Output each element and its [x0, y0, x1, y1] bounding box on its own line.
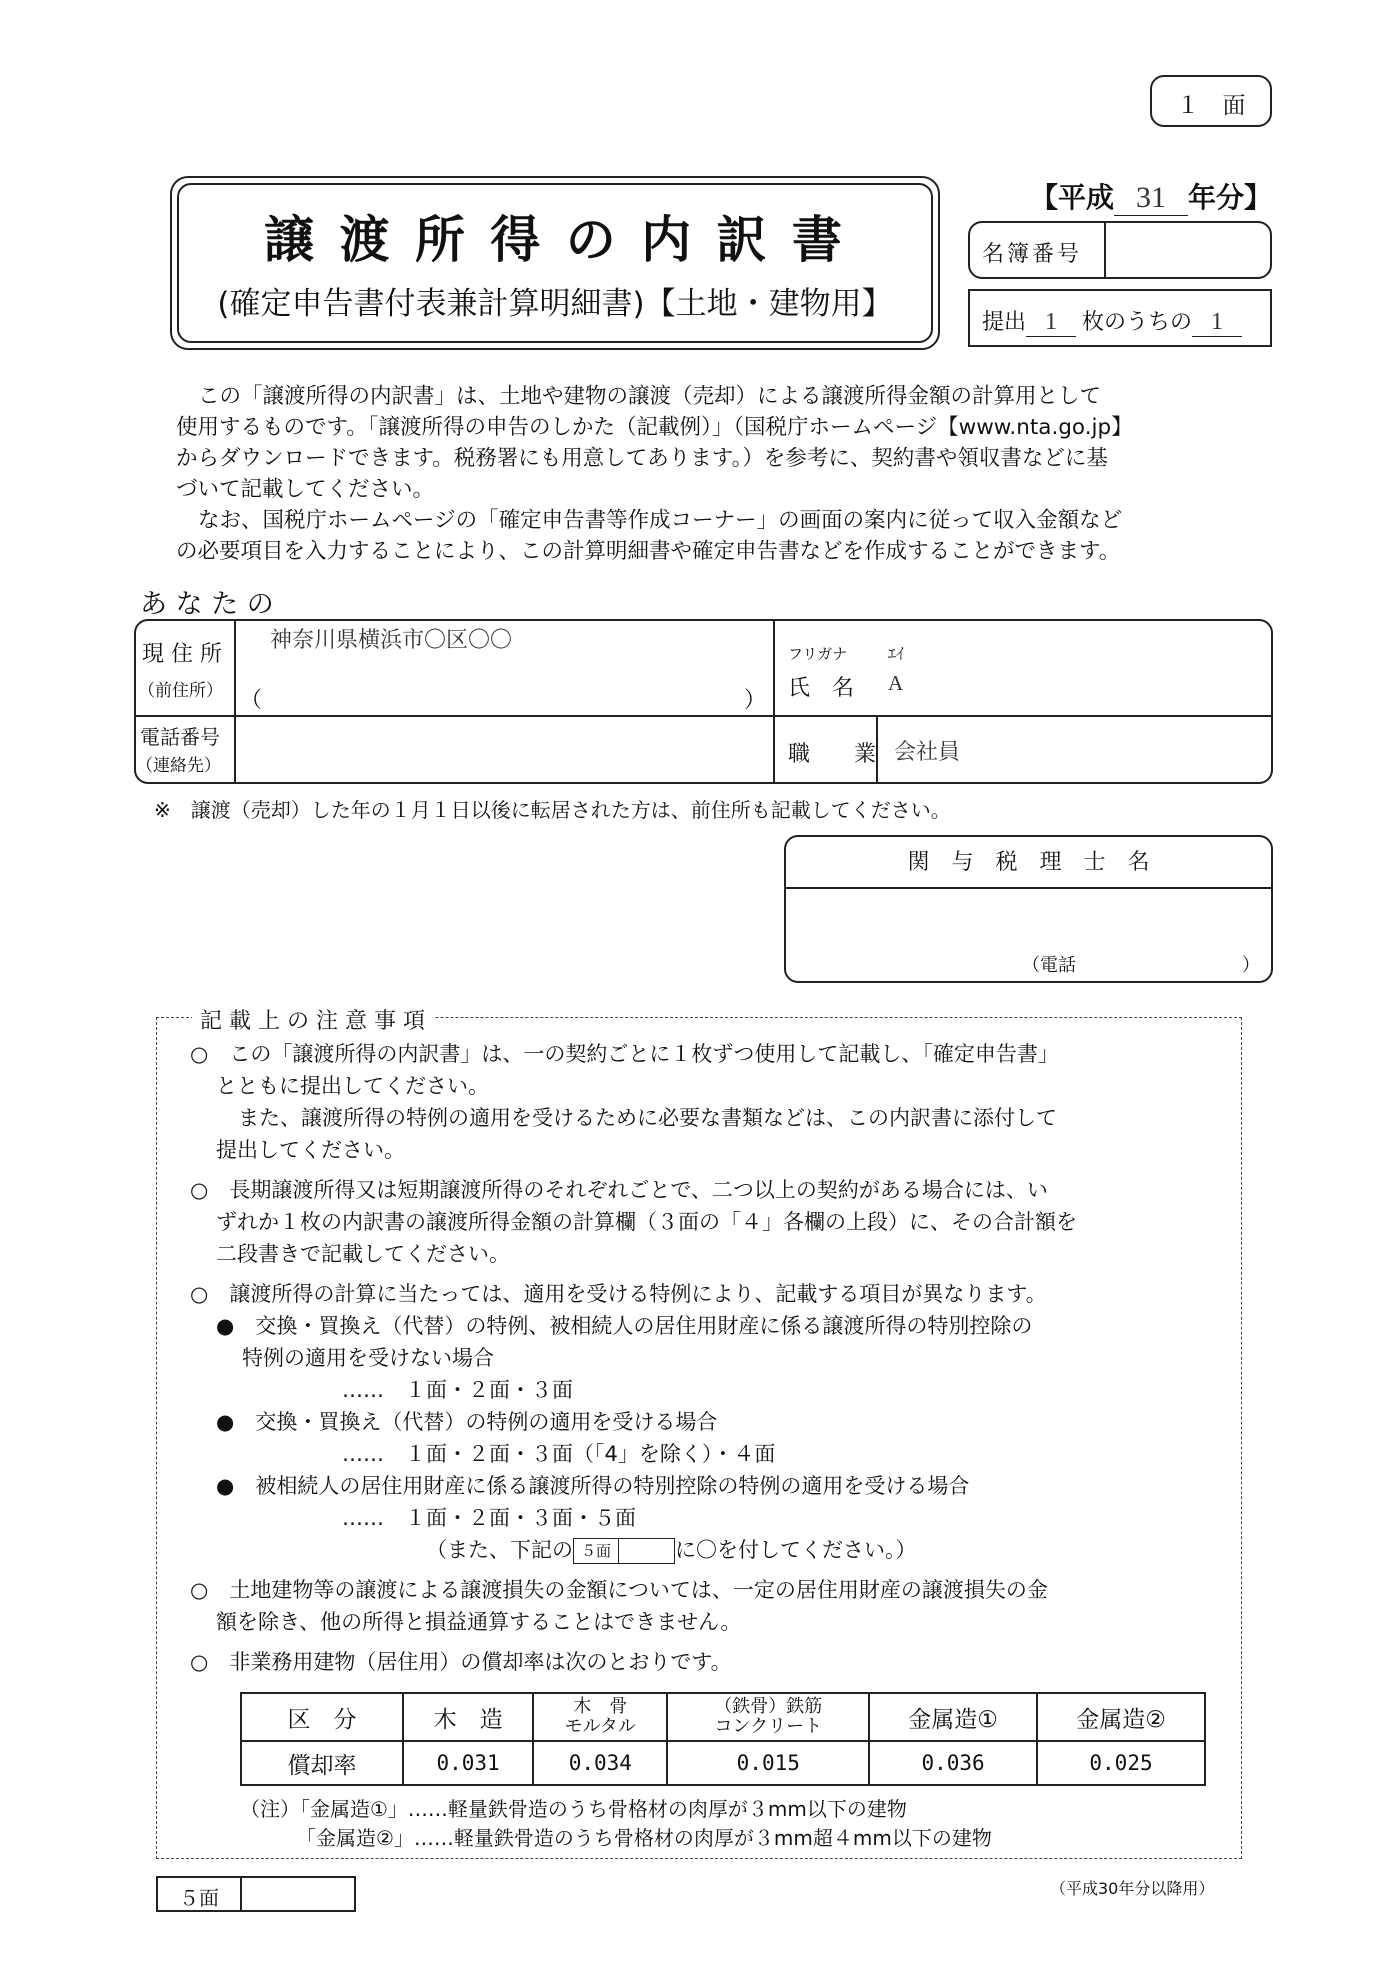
- depreciation-rate: 0.034: [533, 1741, 667, 1785]
- intro-line: からダウンロードできます。税務署にも用意してあります。）を参考に、契約書や領収書などに基: [176, 446, 1108, 471]
- note-line: …… １面・２面・３面・５面: [342, 1506, 636, 1530]
- note-line: …… １面・２面・３面: [342, 1378, 573, 1402]
- form-subtitle: (確定申告書付表兼計算明細書)【土地・建物用】: [217, 286, 893, 322]
- year-field: [1030, 176, 1272, 216]
- note-line: ずれか１枚の内訳書の譲渡所得金額の計算欄（３面の「４」各欄の上段）に、その合計額を: [216, 1210, 1077, 1234]
- person-col-divider: [234, 621, 236, 782]
- note-text: に〇を付してください。）: [675, 1538, 917, 1562]
- year-prefix: 【平成: [1030, 181, 1115, 214]
- tax-accountant-box: [784, 835, 1273, 983]
- intro-line: この「譲渡所得の内訳書」は、土地や建物の譲渡（売却）による譲渡所得金額の計算用として: [198, 384, 1102, 409]
- depreciation-row-label: 償却率: [241, 1741, 403, 1785]
- roster-number-box: [968, 221, 1272, 279]
- notes-content: [190, 1038, 1077, 1678]
- note-line: とともに提出してください。: [216, 1074, 489, 1098]
- depreciation-col-name: （鉄骨）鉄筋 コンクリート: [667, 1693, 869, 1741]
- tax-accountant-divider: [786, 887, 1271, 889]
- submission-total[interactable]: 1: [1192, 309, 1242, 337]
- tax-accountant-label: 関 与 税 理 士 名: [907, 850, 1150, 875]
- footnote: （注）「金属造①」……軽量鉄骨造のうち骨格材の肉厚が３mm以下の建物: [240, 1797, 907, 1821]
- depreciation-rate: 0.015: [667, 1741, 869, 1785]
- intro-line: なお、国税庁ホームページの「確定申告書等作成コーナー」の画面の案内に従って収入金額など: [198, 508, 1123, 533]
- note-text: （また、下記の: [426, 1538, 573, 1562]
- title-box: [170, 176, 940, 350]
- intro-line: の必要項目を入力することにより、この計算明細書や確定申告書などを作成することができます。: [176, 539, 1121, 564]
- note-line: ● 交換・買換え（代替）の特例の適用を受ける場合: [216, 1410, 718, 1434]
- submission-field: [982, 305, 1242, 337]
- note-line: ○ 譲渡所得の計算に当たっては、適用を受ける特例により、記載する項目が異なります。: [190, 1282, 1047, 1306]
- note-line: ○ 非業務用建物（居住用）の償却率は次のとおりです。: [190, 1650, 732, 1674]
- address-label: 現 住 所: [142, 642, 222, 667]
- address-value[interactable]: 神奈川県横浜市〇区〇〇: [270, 627, 513, 652]
- note-line: また、譲渡所得の特例の適用を受けるために必要な書類などは、この内訳書に添付して: [238, 1106, 1057, 1130]
- intro-line: づいて記載してください。: [176, 477, 435, 502]
- depreciation-header-label: 区 分: [241, 1693, 403, 1741]
- submission-middle: 枚のうちの: [1082, 310, 1193, 335]
- tax-accountant-input[interactable]: [796, 893, 1256, 933]
- page5-reference-box: [573, 1538, 675, 1564]
- note-line: 特例の適用を受けない場合: [242, 1346, 494, 1370]
- prev-address-open: （: [240, 688, 263, 713]
- note-line: 提出してください。: [216, 1138, 405, 1162]
- depreciation-rate: 0.036: [869, 1741, 1037, 1785]
- depreciation-col-name: 木 骨 モルタル: [533, 1693, 667, 1741]
- page-label: １ 面: [1176, 93, 1246, 119]
- note-line: ○ 土地建物等の譲渡による譲渡損失の金額については、一定の居住用財産の譲渡損失の金: [190, 1578, 1048, 1602]
- furigana-value[interactable]: ｴｲ: [888, 646, 905, 663]
- occupation-label: 職 業: [788, 742, 877, 767]
- person-info-box: [134, 619, 1273, 784]
- person-col-divider: [876, 715, 878, 782]
- notes-heading: 記 載 上 の 注 意 事 項: [192, 1004, 433, 1035]
- depreciation-rate: 0.025: [1037, 1741, 1205, 1785]
- form-title: 譲 渡 所 得 の 内 訳 書: [264, 210, 846, 269]
- tax-accountant-phone-close: ）: [1242, 955, 1260, 976]
- person-col-divider: [773, 621, 775, 782]
- submission-box: [968, 289, 1272, 347]
- phone-label: 電話番号: [140, 725, 220, 749]
- occupation-value[interactable]: 会社員: [894, 739, 961, 764]
- roster-number-label: 名簿番号: [982, 242, 1083, 267]
- intro-line: 使用するものです。「譲渡所得の申告のしかた（記載例）」（国税庁ホームページ【www.nta.go.jp】: [176, 415, 1133, 440]
- submission-prefix: 提出: [982, 310, 1027, 335]
- page5-box: [156, 1876, 356, 1912]
- page-label-box: [1150, 75, 1272, 127]
- depreciation-rate-row: [241, 1741, 1205, 1785]
- depreciation-col-name: 木 造: [403, 1693, 533, 1741]
- depreciation-col-name: 金属造①: [869, 1693, 1037, 1741]
- roster-number-divider: [1104, 223, 1106, 277]
- note-line: 額を除き、他の所得と損益通算することはできません。: [216, 1610, 742, 1634]
- move-note: ※ 譲渡（売却）した年の１月１日以後に転居された方は、前住所も記載してください。: [154, 798, 951, 822]
- depreciation-table: [240, 1692, 1206, 1786]
- depreciation-rate: 0.031: [403, 1741, 533, 1785]
- footer-note: （平成30年分以降用）: [1050, 1879, 1215, 1898]
- intro-paragraph: [176, 381, 1133, 567]
- note-line: ● 被相続人の居住用財産に係る譲渡所得の特別控除の特例の適用を受ける場合: [216, 1474, 970, 1498]
- roster-number-input[interactable]: [1110, 233, 1260, 269]
- submission-count[interactable]: 1: [1026, 309, 1076, 337]
- you-heading: あ な た の: [140, 589, 274, 620]
- name-label: 氏 名: [788, 676, 855, 701]
- footnote: 「金属造②」……軽量鉄骨造のうち骨格材の肉厚が３mm超４mm以下の建物: [296, 1826, 992, 1850]
- tax-accountant-phone-input[interactable]: [1092, 947, 1212, 973]
- depreciation-header-row: [241, 1693, 1205, 1741]
- note-line: [190, 1534, 1077, 1566]
- page5-divider: [240, 1878, 242, 1910]
- note-line: ○ 長期譲渡所得又は短期譲渡所得のそれぞれごとで、二つ以上の契約がある場合には、い: [190, 1178, 1048, 1202]
- contact-label: （連絡先）: [136, 756, 221, 776]
- page5-reference-label: ５面: [574, 1539, 619, 1563]
- page5-input[interactable]: [244, 1880, 350, 1908]
- note-line: ● 交換・買換え（代替）の特例、被相続人の居住用財産に係る譲渡所得の特別控除の: [216, 1314, 1033, 1338]
- page5-label: ５面: [179, 1886, 219, 1910]
- phone-input[interactable]: [242, 725, 762, 775]
- prev-address-input[interactable]: [266, 679, 736, 709]
- year-suffix: 年分】: [1188, 181, 1273, 214]
- prev-address-label: （前住所）: [138, 681, 223, 701]
- note-line: ○ この「譲渡所得の内訳書」は、一の契約ごとに１枚ずつ使用して記載し、「確定申告書」: [190, 1042, 1059, 1066]
- year-value[interactable]: 31: [1114, 181, 1188, 216]
- tax-accountant-phone-open: （電話: [1022, 955, 1076, 976]
- note-line: 二段書きで記載してください。: [216, 1242, 510, 1266]
- furigana-label: フリガナ: [788, 645, 848, 663]
- prev-address-close: ）: [744, 688, 767, 713]
- person-row-divider: [136, 715, 1271, 717]
- depreciation-col-name: 金属造②: [1037, 1693, 1205, 1741]
- name-value[interactable]: A: [888, 671, 904, 695]
- note-line: …… １面・２面・３面（「4」を除く）・４面: [342, 1442, 776, 1466]
